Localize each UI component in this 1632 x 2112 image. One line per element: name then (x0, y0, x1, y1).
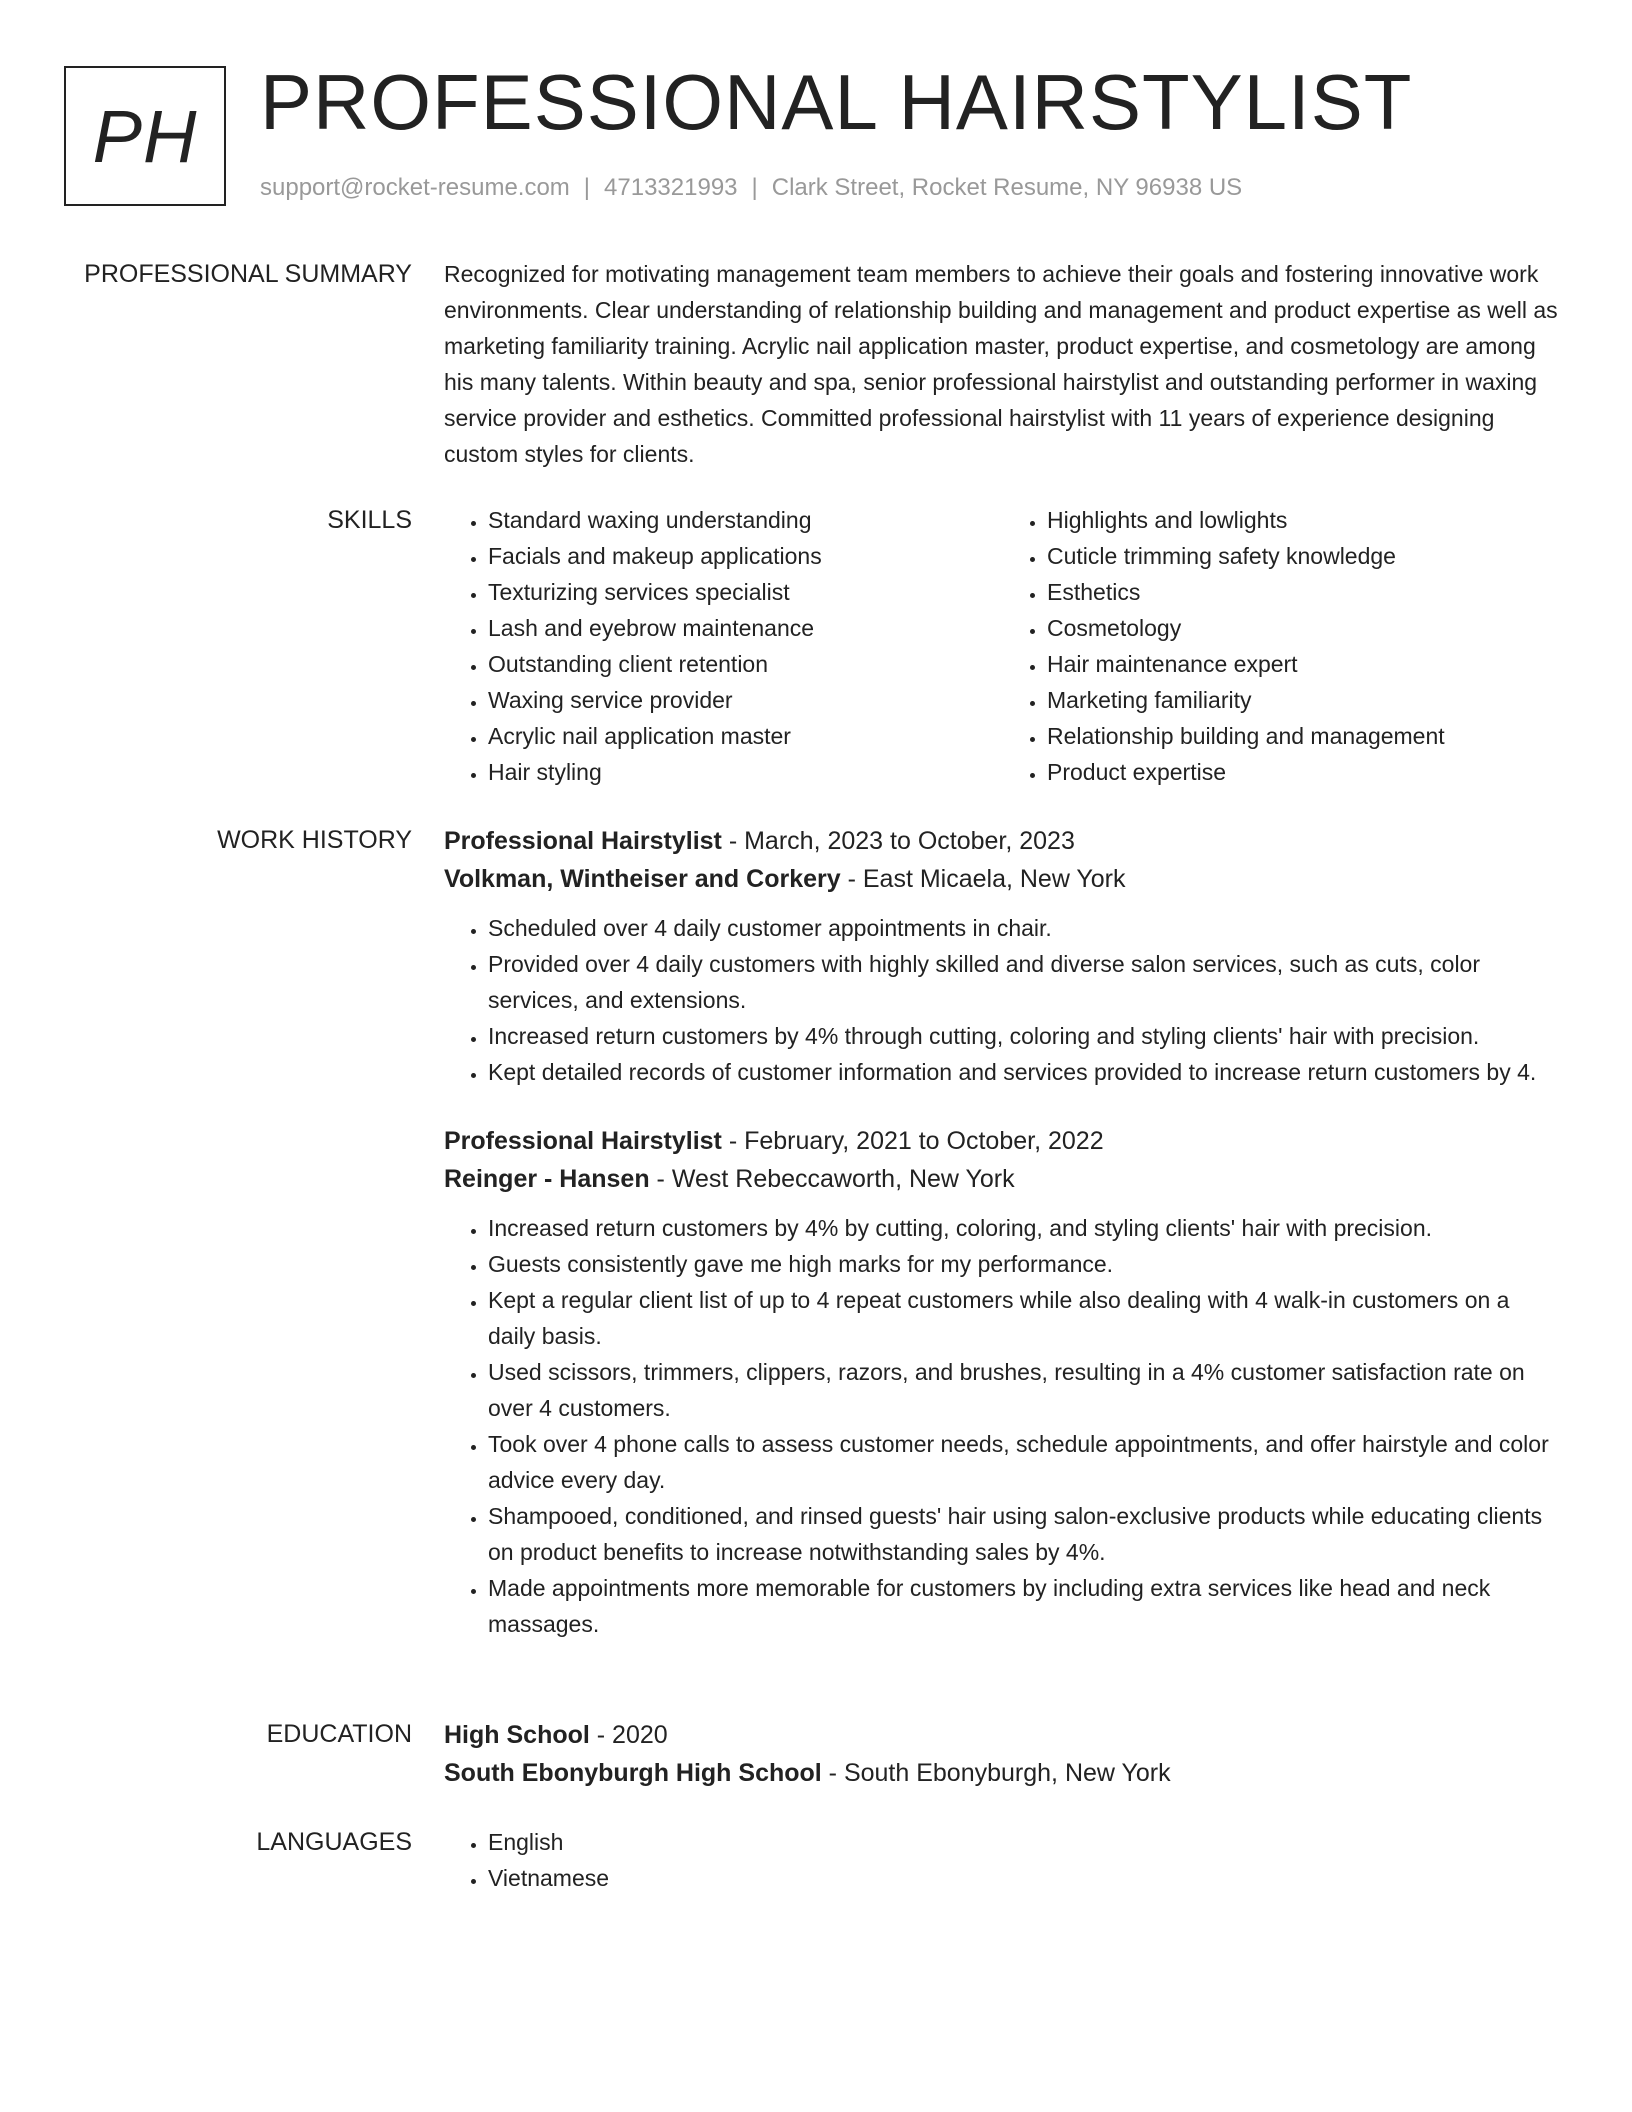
education-body (444, 1716, 1562, 1792)
skill-item: • Marketing familiarity (1047, 682, 1562, 718)
job-company: Volkman, Wintheiser and Corkery (444, 865, 841, 893)
skill-item: • Hair maintenance expert (1047, 646, 1562, 682)
job-dates: - February, 2021 to October, 2022 (721, 1127, 1104, 1155)
skill-item: • Acrylic nail application master (488, 718, 1003, 754)
education-degree: High School (444, 1721, 590, 1749)
skill-item: • Relationship building and management (1047, 718, 1562, 754)
skills-list-right (1003, 502, 1562, 790)
job-dates: - March, 2023 to October, 2023 (721, 827, 1075, 855)
skills-body (444, 502, 1562, 790)
contact-phone: 4713321993 (604, 174, 738, 201)
skill-item: • Facials and makeup applications (488, 538, 1003, 574)
job-bullet: • Increased return customers by 4% by cutting, coloring, and styling clients' hair with precision. (488, 1210, 1562, 1246)
work-label: WORK HISTORY (217, 826, 412, 854)
contact-line (260, 174, 1242, 202)
skills-label: SKILLS (327, 506, 412, 534)
languages-body (444, 1824, 1562, 1896)
job-bullet: • Guests consistently gave me high marks for my performance. (488, 1246, 1562, 1282)
job-title: Professional Hairstylist (444, 827, 722, 855)
job-bullet: • Used scissors, trimmers, clippers, razors, and brushes, resulting in a 4% customer satisfaction rate on over 4 customers. (488, 1354, 1562, 1426)
skill-item: • Standard waxing understanding (488, 502, 1003, 538)
skill-item: • Product expertise (1047, 754, 1562, 790)
contact-address: Clark Street, Rocket Resume, NY 96938 US (771, 174, 1243, 201)
languages-label: LANGUAGES (256, 1828, 412, 1856)
job-title-line (444, 1122, 1562, 1160)
job-bullet: • Kept detailed records of customer information and services provided to increase return customers by 4. (488, 1054, 1562, 1090)
job-bullet: • Provided over 4 daily customers with highly skilled and diverse salon services, such as cuts, color services, and extensions. (488, 946, 1562, 1018)
summary-label: PROFESSIONAL SUMMARY (84, 260, 412, 288)
skill-item: • Esthetics (1047, 574, 1562, 610)
job-bullet: • Took over 4 phone calls to assess customer needs, schedule appointments, and offer hairstyle and color advice every day. (488, 1426, 1562, 1498)
education-school-line (444, 1754, 1562, 1792)
skill-item: • Lash and eyebrow maintenance (488, 610, 1003, 646)
job-company: Reinger - Hansen (444, 1165, 650, 1193)
skill-item: • Hair styling (488, 754, 1003, 790)
job-entry (444, 1122, 1562, 1642)
work-body (444, 822, 1562, 1642)
job-title-line (444, 822, 1562, 860)
skill-item: • Waxing service provider (488, 682, 1003, 718)
job-location: - West Rebeccaworth, New York (649, 1165, 1015, 1193)
job-bullets (444, 910, 1562, 1090)
language-item: • Vietnamese (488, 1860, 1562, 1896)
job-company-line (444, 860, 1562, 898)
education-year: - 2020 (589, 1721, 668, 1749)
language-item: • English (488, 1824, 1562, 1860)
education-label: EDUCATION (266, 1720, 412, 1748)
education-degree-line (444, 1716, 1562, 1754)
job-bullet: • Shampooed, conditioned, and rinsed guests' hair using salon-exclusive products while educating clients on product benefits to increase notwithstanding sales by 4%. (488, 1498, 1562, 1570)
summary-body (444, 256, 1562, 472)
languages-list (444, 1824, 1562, 1896)
skill-item: • Texturizing services specialist (488, 574, 1003, 610)
contact-separator: | (751, 174, 758, 201)
job-location: - East Micaela, New York (840, 865, 1126, 893)
contact-email: support@rocket-resume.com (260, 174, 570, 201)
skill-item: • Highlights and lowlights (1047, 502, 1562, 538)
monogram-initials: PH (92, 94, 198, 178)
skills-list-left (444, 502, 1003, 790)
job-bullet: • Scheduled over 4 daily customer appointments in chair. (488, 910, 1562, 946)
education-location: - South Ebonyburgh, New York (821, 1759, 1171, 1787)
education-school: South Ebonyburgh High School (444, 1759, 822, 1787)
skill-item: • Cuticle trimming safety knowledge (1047, 538, 1562, 574)
monogram-box (64, 66, 226, 206)
job-bullet: • Increased return customers by 4% through cutting, coloring and styling clients' hair with precision. (488, 1018, 1562, 1054)
job-bullet: • Kept a regular client list of up to 4 repeat customers while also dealing with 4 walk-in customers on a daily basis. (488, 1282, 1562, 1354)
job-company-line (444, 1160, 1562, 1198)
resume-name: PROFESSIONAL HAIRSTYLIST (260, 58, 1413, 146)
job-bullet: • Made appointments more memorable for customers by including extra services like head and neck massages. (488, 1570, 1562, 1642)
summary-text: Recognized for motivating management team members to achieve their goals and fostering innovative work environments. Clear understanding of relationship building and management and product expertise as well as marketing familiarity training. Acrylic nail application master, product expertise, and cosmetology are among his many talents. Within beauty and spa, senior professional hairstylist and outstanding performer in waxing service provider and esthetics. Committed professional hairstylist with 11 years of experience designing custom styles for clients. (444, 261, 1558, 467)
contact-separator: | (583, 174, 591, 201)
skill-item: • Outstanding client retention (488, 646, 1003, 682)
job-title: Professional Hairstylist (444, 1127, 722, 1155)
job-bullets (444, 1210, 1562, 1642)
skill-item: • Cosmetology (1047, 610, 1562, 646)
job-entry (444, 822, 1562, 1090)
